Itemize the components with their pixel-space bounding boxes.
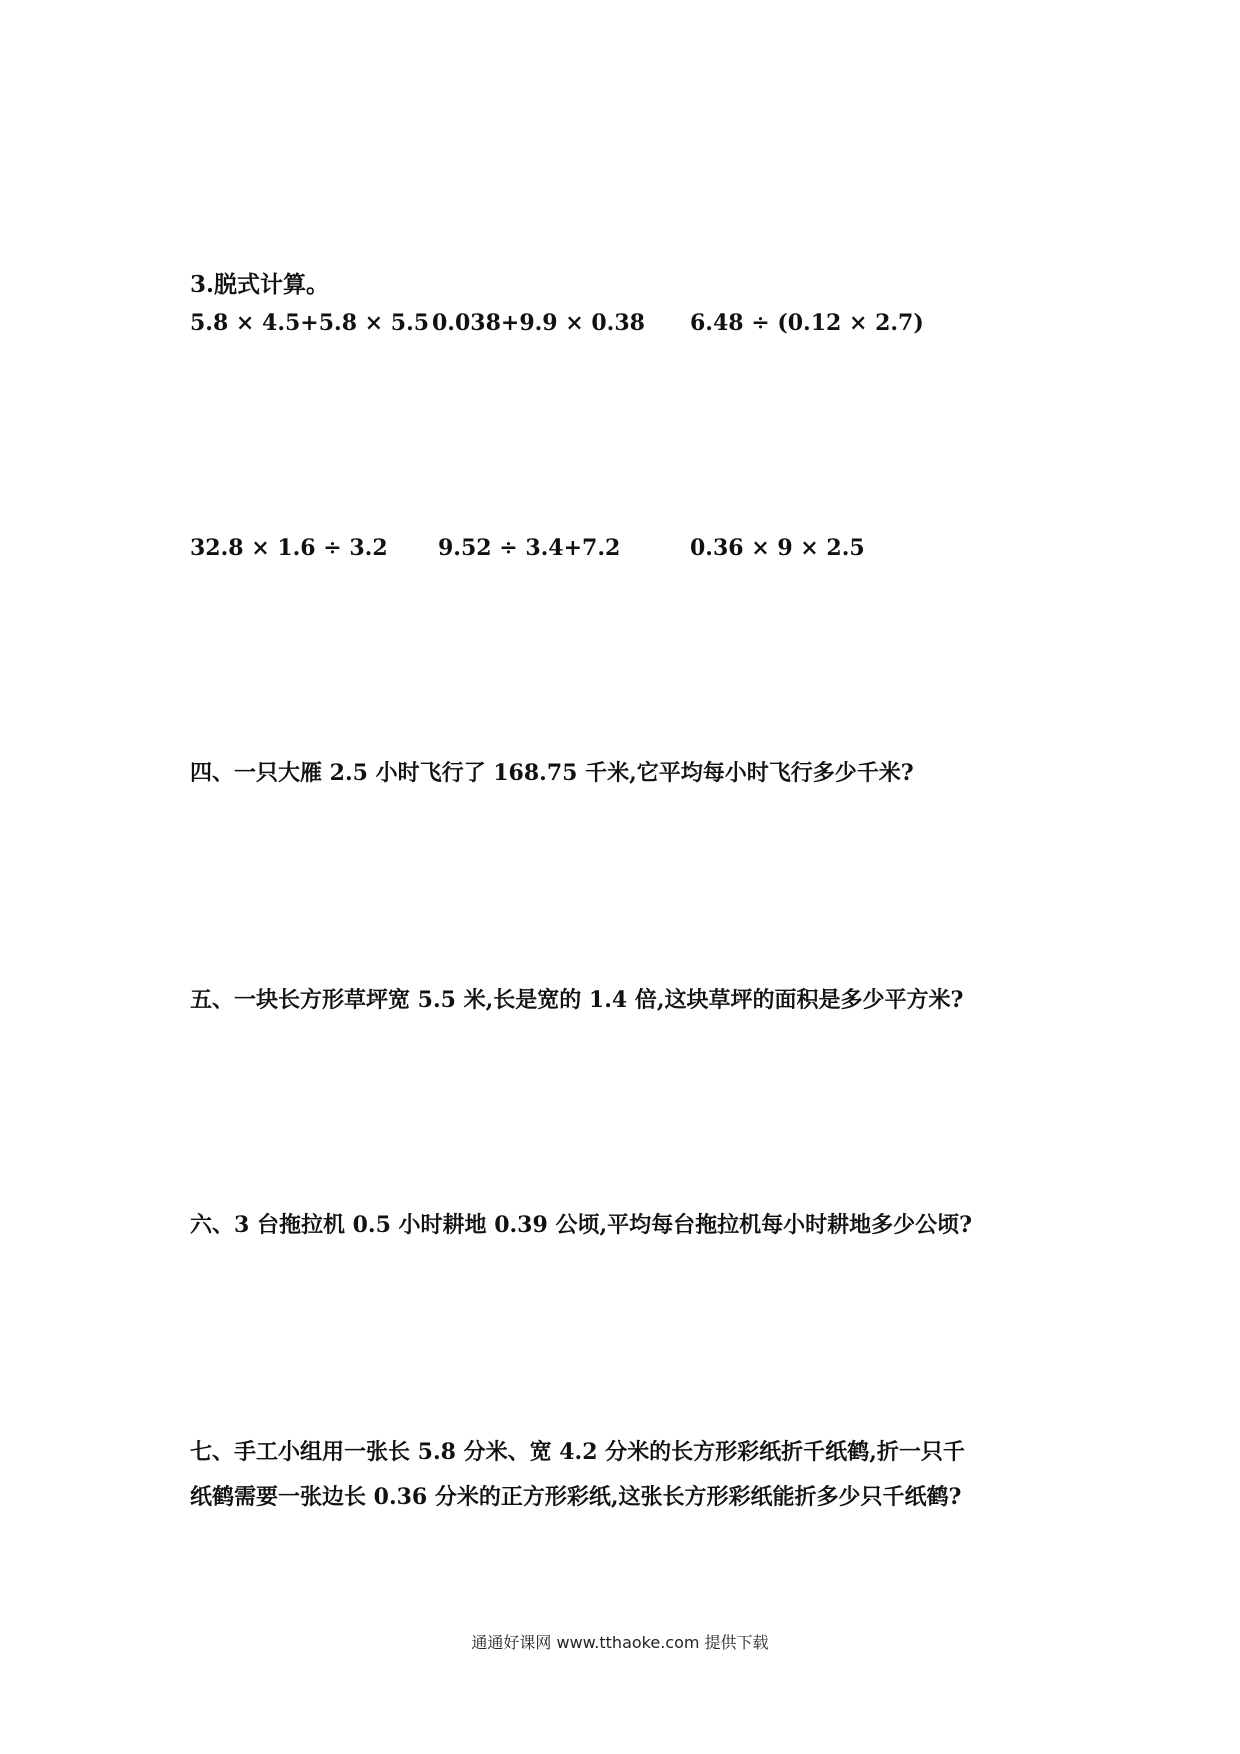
question-7-line-1: 七、手工小组用一张长 5.8 分米、宽 4.2 分米的长方形彩纸折千纸鹤,折一只千: [190, 1439, 965, 1465]
expression-1: 5.8 × 4.5+5.8 × 5.5: [190, 310, 430, 336]
question-4: 四、一只大雁 2.5 小时飞行了 168.75 千米,它平均每小时飞行多少千米?: [190, 760, 914, 786]
expression-6: 0.36 × 9 × 2.5: [690, 535, 865, 561]
question-7-line-2: 纸鹤需要一张边长 0.36 分米的正方形彩纸,这张长方形彩纸能折多少只千纸鹤?: [190, 1484, 962, 1510]
expression-5: 9.52 ÷ 3.4+7.2: [438, 535, 621, 561]
expression-3: 6.48 ÷ (0.12 × 2.7): [690, 310, 924, 336]
section-heading: 3.脱式计算。: [190, 271, 330, 298]
footer-source: 通通好课网 www.tthaoke.com 提供下载: [471, 1633, 769, 1652]
expression-4: 32.8 × 1.6 ÷ 3.2: [190, 535, 388, 561]
question-6: 六、3 台拖拉机 0.5 小时耕地 0.39 公顷,平均每台拖拉机每小时耕地多少公顷?: [190, 1212, 973, 1238]
question-5: 五、一块长方形草坪宽 5.5 米,长是宽的 1.4 倍,这块草坪的面积是多少平方米?: [190, 987, 964, 1013]
expression-2: 0.038+9.9 × 0.38: [432, 310, 645, 336]
